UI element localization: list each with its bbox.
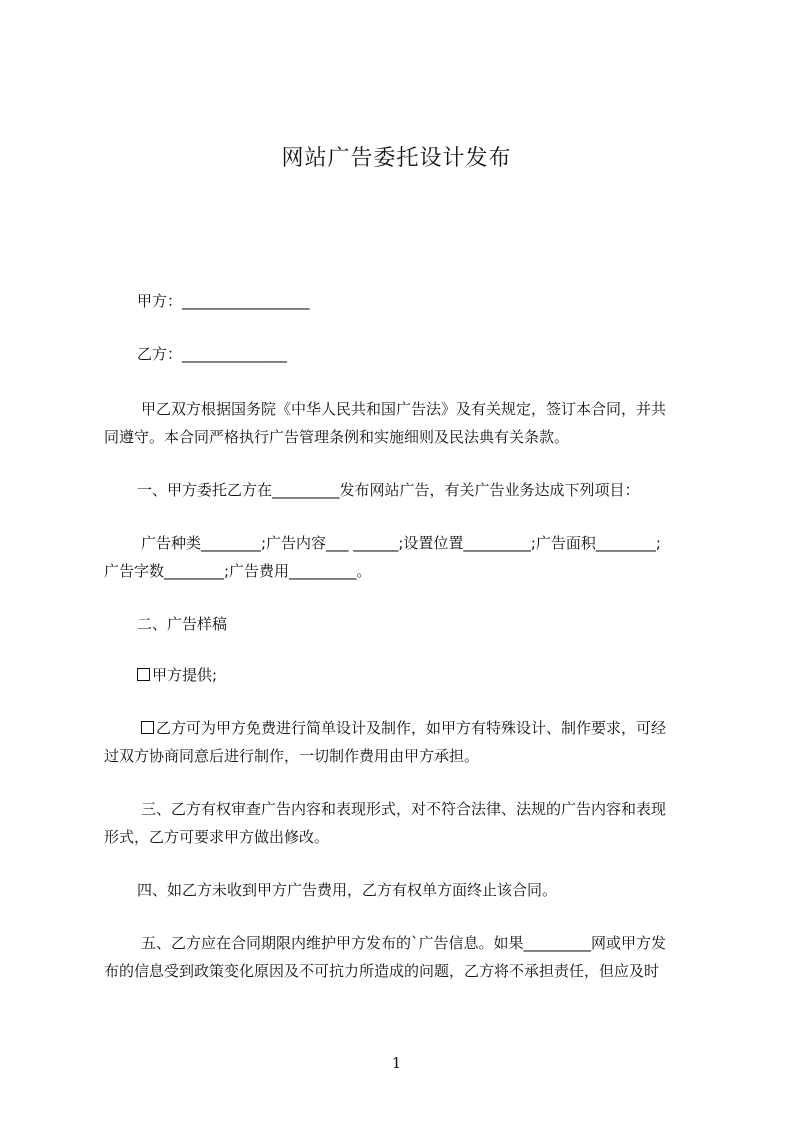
- section-3-line-2: 形式，乙方可要求甲方做出修改。: [104, 828, 330, 846]
- option-1-label: 甲方提供;: [152, 666, 218, 684]
- intro-paragraph-line-2: 同遵守。本合同严格执行广告管理条例和实施细则及民法典有关条款。: [104, 428, 570, 446]
- party-b-line: 乙方：______________: [137, 345, 288, 363]
- option-2-label: 乙方可为甲方免费进行简单设计及制作，如甲方有特殊设计、制作要求，可经: [156, 719, 667, 737]
- option-2-line-2: 过双方协商同意后进行制作，一切制作费用由甲方承担。: [104, 747, 480, 765]
- party-a-line: 甲方：_________________: [137, 292, 310, 310]
- ad-items-line-1: 广告种类________;广告内容___ ______;设置位置_________;广告面积________;: [141, 534, 661, 552]
- option-party-b-designs: [141, 714, 666, 742]
- checkbox-icon: [141, 721, 154, 734]
- section-3-line-1: 三、乙方有权审查广告内容和表现形式，对不符合法律、法规的广告内容和表现: [141, 800, 667, 818]
- page-number: 1: [391, 1054, 402, 1072]
- section-2-heading: 二、广告样稿: [137, 615, 228, 633]
- checkbox-icon: [137, 668, 150, 681]
- intro-paragraph-line-1: 甲乙双方根据国务院《中华人民共和国广告法》及有关规定，签订本合同，并共: [141, 400, 667, 418]
- document-title: 网站广告委托设计发布: [281, 146, 512, 171]
- section-5-line-1: 五、乙方应在合同期限内维护甲方发布的`广告信息。如果_________网或甲方发: [141, 934, 667, 952]
- section-4: 四、如乙方未收到甲方广告费用，乙方有权单方面终止该合同。: [137, 881, 558, 899]
- section-5-line-2: 布的信息受到政策变化原因及不可抗力所造成的问题，乙方将不承担责任，但应及时: [104, 962, 660, 980]
- section-1-heading: 一、甲方委托乙方在_________发布网站广告，有关广告业务达成下列项目：: [137, 481, 640, 499]
- ad-items-line-2: 广告字数________;广告费用_________。: [104, 562, 372, 580]
- option-party-a-provides: [137, 661, 217, 689]
